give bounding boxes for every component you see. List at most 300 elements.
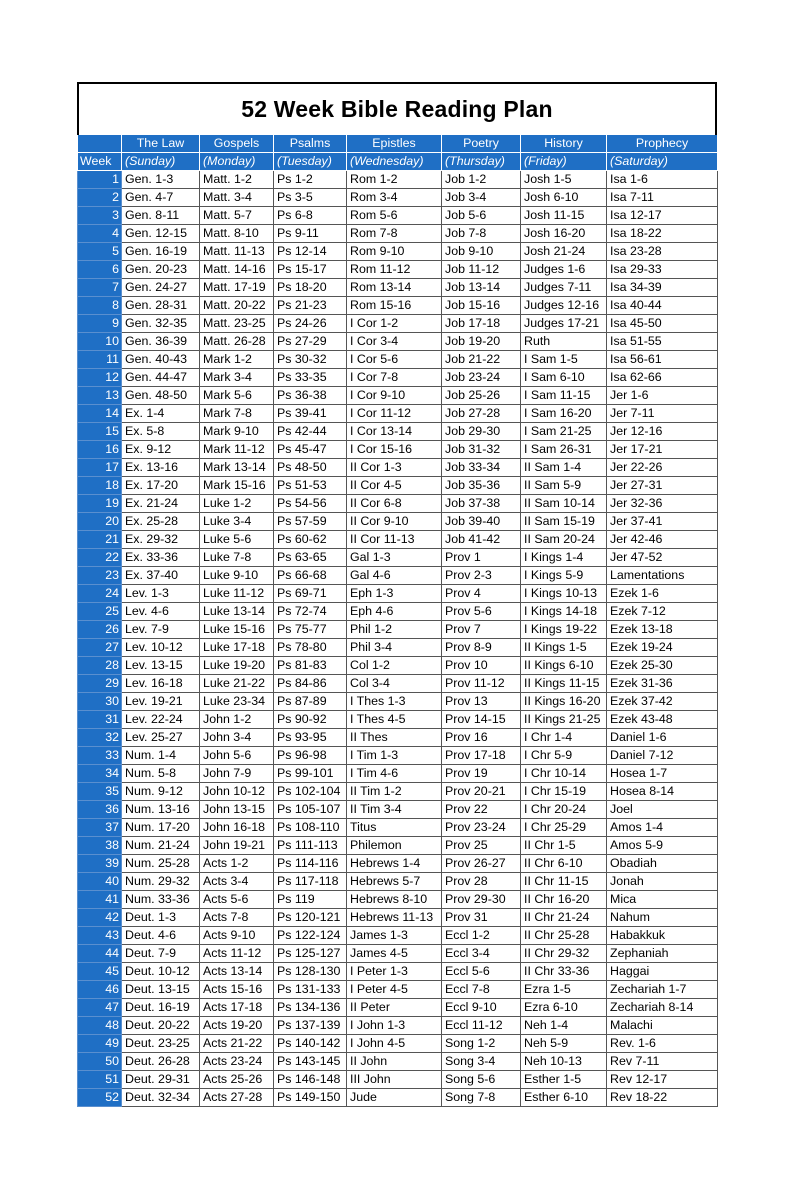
table-row bbox=[78, 1089, 718, 1107]
reading-cell: Esther 6-10 bbox=[521, 1089, 607, 1107]
reading-cell: Prov 22 bbox=[442, 801, 521, 819]
table-row bbox=[78, 423, 718, 441]
table-row bbox=[78, 1035, 718, 1053]
reading-cell: Neh 1-4 bbox=[521, 1017, 607, 1035]
reading-cell: Deut. 20-22 bbox=[122, 1017, 200, 1035]
week-number-cell: 13 bbox=[78, 387, 122, 405]
table-row bbox=[78, 639, 718, 657]
reading-cell: Acts 1-2 bbox=[200, 855, 274, 873]
reading-cell: Lev. 7-9 bbox=[122, 621, 200, 639]
reading-cell: I Kings 5-9 bbox=[521, 567, 607, 585]
week-number-cell: 28 bbox=[78, 657, 122, 675]
week-number-cell: 38 bbox=[78, 837, 122, 855]
reading-cell: Rev 18-22 bbox=[607, 1089, 718, 1107]
reading-cell: Job 41-42 bbox=[442, 531, 521, 549]
week-number-cell: 5 bbox=[78, 243, 122, 261]
reading-cell: Eccl 1-2 bbox=[442, 927, 521, 945]
reading-cell: Rev. 1-6 bbox=[607, 1035, 718, 1053]
reading-cell: Gen. 48-50 bbox=[122, 387, 200, 405]
reading-cell: Num. 25-28 bbox=[122, 855, 200, 873]
reading-cell: Prov 10 bbox=[442, 657, 521, 675]
column-day: (Saturday) bbox=[607, 153, 718, 171]
category-header-row bbox=[78, 135, 718, 153]
week-number-cell: 22 bbox=[78, 549, 122, 567]
reading-cell: Rom 5-6 bbox=[347, 207, 442, 225]
week-number-cell: 41 bbox=[78, 891, 122, 909]
reading-cell: Nahum bbox=[607, 909, 718, 927]
reading-cell: Prov 13 bbox=[442, 693, 521, 711]
reading-cell: Jer 12-16 bbox=[607, 423, 718, 441]
reading-cell: Ps 24-26 bbox=[274, 315, 347, 333]
reading-cell: Matt. 20-22 bbox=[200, 297, 274, 315]
column-category: Epistles bbox=[347, 135, 442, 153]
week-number-cell: 40 bbox=[78, 873, 122, 891]
reading-cell: Josh 6-10 bbox=[521, 189, 607, 207]
reading-cell: Ps 39-41 bbox=[274, 405, 347, 423]
reading-cell: I Cor 1-2 bbox=[347, 315, 442, 333]
reading-cell: Ezek 13-18 bbox=[607, 621, 718, 639]
reading-cell: Matt. 17-19 bbox=[200, 279, 274, 297]
reading-cell: Ps 30-32 bbox=[274, 351, 347, 369]
reading-cell: Ezek 19-24 bbox=[607, 639, 718, 657]
reading-cell: II Kings 1-5 bbox=[521, 639, 607, 657]
column-category: Poetry bbox=[442, 135, 521, 153]
reading-cell: John 1-2 bbox=[200, 711, 274, 729]
reading-cell: Jer 47-52 bbox=[607, 549, 718, 567]
week-number-cell: 30 bbox=[78, 693, 122, 711]
reading-cell: II Chr 33-36 bbox=[521, 963, 607, 981]
week-number-cell: 52 bbox=[78, 1089, 122, 1107]
reading-cell: Ezra 1-5 bbox=[521, 981, 607, 999]
day-header-row bbox=[78, 153, 718, 171]
table-row bbox=[78, 549, 718, 567]
reading-cell: Haggai bbox=[607, 963, 718, 981]
reading-cell: I Kings 19-22 bbox=[521, 621, 607, 639]
reading-cell: Prov 23-24 bbox=[442, 819, 521, 837]
reading-cell: Prov 19 bbox=[442, 765, 521, 783]
reading-cell: II Chr 16-20 bbox=[521, 891, 607, 909]
week-number-cell: 24 bbox=[78, 585, 122, 603]
reading-cell: Job 1-2 bbox=[442, 171, 521, 189]
reading-cell: Daniel 7-12 bbox=[607, 747, 718, 765]
reading-cell: Job 13-14 bbox=[442, 279, 521, 297]
week-number-cell: 20 bbox=[78, 513, 122, 531]
reading-cell: Mica bbox=[607, 891, 718, 909]
reading-cell: Job 35-36 bbox=[442, 477, 521, 495]
reading-cell: Ps 75-77 bbox=[274, 621, 347, 639]
reading-cell: Ezek 1-6 bbox=[607, 585, 718, 603]
week-number-cell: 27 bbox=[78, 639, 122, 657]
reading-cell: Neh 10-13 bbox=[521, 1053, 607, 1071]
table-row bbox=[78, 333, 718, 351]
reading-cell: Luke 21-22 bbox=[200, 675, 274, 693]
reading-cell: II Chr 11-15 bbox=[521, 873, 607, 891]
reading-cell: I Chr 25-29 bbox=[521, 819, 607, 837]
reading-cell: II Chr 1-5 bbox=[521, 837, 607, 855]
table-row bbox=[78, 747, 718, 765]
reading-cell: Jer 7-11 bbox=[607, 405, 718, 423]
column-category: The Law bbox=[122, 135, 200, 153]
reading-cell: Ps 42-44 bbox=[274, 423, 347, 441]
reading-cell: Job 21-22 bbox=[442, 351, 521, 369]
reading-cell: Rev 12-17 bbox=[607, 1071, 718, 1089]
reading-cell: Judges 17-21 bbox=[521, 315, 607, 333]
reading-cell: Rev 7-11 bbox=[607, 1053, 718, 1071]
reading-cell: Matt. 8-10 bbox=[200, 225, 274, 243]
reading-cell: Ps 78-80 bbox=[274, 639, 347, 657]
reading-cell: Ps 1-2 bbox=[274, 171, 347, 189]
reading-cell: John 5-6 bbox=[200, 747, 274, 765]
reading-cell: Judges 12-16 bbox=[521, 297, 607, 315]
reading-cell: Jer 22-26 bbox=[607, 459, 718, 477]
table-row bbox=[78, 441, 718, 459]
reading-cell: Col 1-2 bbox=[347, 657, 442, 675]
table-row bbox=[78, 315, 718, 333]
reading-cell: Ps 72-74 bbox=[274, 603, 347, 621]
reading-cell: Jer 32-36 bbox=[607, 495, 718, 513]
reading-cell: Gen. 12-15 bbox=[122, 225, 200, 243]
reading-cell: Rom 7-8 bbox=[347, 225, 442, 243]
reading-cell: Num. 33-36 bbox=[122, 891, 200, 909]
reading-cell: I Cor 9-10 bbox=[347, 387, 442, 405]
reading-cell: Gen. 24-27 bbox=[122, 279, 200, 297]
table-row bbox=[78, 819, 718, 837]
reading-cell: Judges 7-11 bbox=[521, 279, 607, 297]
week-number-cell: 48 bbox=[78, 1017, 122, 1035]
reading-cell: Ex. 21-24 bbox=[122, 495, 200, 513]
reading-cell: II Chr 6-10 bbox=[521, 855, 607, 873]
reading-cell: Ezek 43-48 bbox=[607, 711, 718, 729]
reading-cell: Hosea 8-14 bbox=[607, 783, 718, 801]
reading-cell: Deut. 13-15 bbox=[122, 981, 200, 999]
reading-cell: Esther 1-5 bbox=[521, 1071, 607, 1089]
table-row bbox=[78, 873, 718, 891]
week-number-cell: 29 bbox=[78, 675, 122, 693]
table-header bbox=[78, 135, 718, 171]
table-row bbox=[78, 207, 718, 225]
reading-cell: Job 31-32 bbox=[442, 441, 521, 459]
reading-cell: Acts 27-28 bbox=[200, 1089, 274, 1107]
reading-cell: Job 9-10 bbox=[442, 243, 521, 261]
week-number-cell: 42 bbox=[78, 909, 122, 927]
week-number-cell: 39 bbox=[78, 855, 122, 873]
reading-cell: I Cor 3-4 bbox=[347, 333, 442, 351]
reading-cell: Job 37-38 bbox=[442, 495, 521, 513]
reading-cell: Isa 51-55 bbox=[607, 333, 718, 351]
reading-cell: I Sam 21-25 bbox=[521, 423, 607, 441]
week-number-cell: 51 bbox=[78, 1071, 122, 1089]
table-row bbox=[78, 405, 718, 423]
reading-cell: Song 5-6 bbox=[442, 1071, 521, 1089]
reading-cell: II John bbox=[347, 1053, 442, 1071]
reading-cell: Deut. 4-6 bbox=[122, 927, 200, 945]
reading-cell: I Chr 20-24 bbox=[521, 801, 607, 819]
reading-cell: Gen. 20-23 bbox=[122, 261, 200, 279]
table-row bbox=[78, 351, 718, 369]
column-category: Gospels bbox=[200, 135, 274, 153]
reading-cell: Luke 17-18 bbox=[200, 639, 274, 657]
week-number-cell: 15 bbox=[78, 423, 122, 441]
table-row bbox=[78, 567, 718, 585]
reading-cell: Ps 3-5 bbox=[274, 189, 347, 207]
reading-cell: Josh 1-5 bbox=[521, 171, 607, 189]
week-number-cell: 26 bbox=[78, 621, 122, 639]
reading-cell: Neh 5-9 bbox=[521, 1035, 607, 1053]
reading-cell: Isa 34-39 bbox=[607, 279, 718, 297]
reading-cell: Ps 87-89 bbox=[274, 693, 347, 711]
reading-cell: Matt. 3-4 bbox=[200, 189, 274, 207]
reading-cell: Job 15-16 bbox=[442, 297, 521, 315]
reading-cell: Mark 3-4 bbox=[200, 369, 274, 387]
reading-cell: Rom 3-4 bbox=[347, 189, 442, 207]
table-row bbox=[78, 279, 718, 297]
reading-cell: II Cor 9-10 bbox=[347, 513, 442, 531]
reading-cell: Ps 45-47 bbox=[274, 441, 347, 459]
reading-cell: Acts 3-4 bbox=[200, 873, 274, 891]
reading-cell: Mark 15-16 bbox=[200, 477, 274, 495]
reading-cell: Deut. 26-28 bbox=[122, 1053, 200, 1071]
table-row bbox=[78, 585, 718, 603]
reading-cell: Prov 25 bbox=[442, 837, 521, 855]
reading-cell: Col 3-4 bbox=[347, 675, 442, 693]
reading-cell: Ps 140-142 bbox=[274, 1035, 347, 1053]
reading-cell: Ps 122-124 bbox=[274, 927, 347, 945]
week-number-cell: 6 bbox=[78, 261, 122, 279]
table-row bbox=[78, 261, 718, 279]
reading-cell: Job 25-26 bbox=[442, 387, 521, 405]
reading-cell: Lev. 16-18 bbox=[122, 675, 200, 693]
reading-cell: Matt. 26-28 bbox=[200, 333, 274, 351]
week-number-cell: 14 bbox=[78, 405, 122, 423]
reading-cell: Job 7-8 bbox=[442, 225, 521, 243]
reading-cell: Hebrews 8-10 bbox=[347, 891, 442, 909]
reading-cell: Luke 15-16 bbox=[200, 621, 274, 639]
reading-cell: Prov 31 bbox=[442, 909, 521, 927]
reading-cell: Num. 1-4 bbox=[122, 747, 200, 765]
reading-cell: Job 39-40 bbox=[442, 513, 521, 531]
reading-cell: Lev. 10-12 bbox=[122, 639, 200, 657]
reading-cell: I Thes 1-3 bbox=[347, 693, 442, 711]
reading-cell: II Tim 1-2 bbox=[347, 783, 442, 801]
reading-cell: Isa 18-22 bbox=[607, 225, 718, 243]
reading-cell: Habakkuk bbox=[607, 927, 718, 945]
reading-cell: Matt. 11-13 bbox=[200, 243, 274, 261]
reading-cell: Ex. 1-4 bbox=[122, 405, 200, 423]
reading-cell: I Thes 4-5 bbox=[347, 711, 442, 729]
reading-cell: Ps 102-104 bbox=[274, 783, 347, 801]
reading-cell: Acts 25-26 bbox=[200, 1071, 274, 1089]
week-number-cell: 33 bbox=[78, 747, 122, 765]
table-row bbox=[78, 387, 718, 405]
reading-cell: Eccl 3-4 bbox=[442, 945, 521, 963]
week-number-cell: 17 bbox=[78, 459, 122, 477]
table-row bbox=[78, 243, 718, 261]
reading-cell: John 7-9 bbox=[200, 765, 274, 783]
reading-cell: Jonah bbox=[607, 873, 718, 891]
table-row bbox=[78, 225, 718, 243]
table-row bbox=[78, 999, 718, 1017]
week-number-cell: 46 bbox=[78, 981, 122, 999]
week-number-cell: 12 bbox=[78, 369, 122, 387]
table-row bbox=[78, 837, 718, 855]
reading-cell: Luke 11-12 bbox=[200, 585, 274, 603]
reading-cell: Ps 18-20 bbox=[274, 279, 347, 297]
table-row bbox=[78, 945, 718, 963]
reading-cell: Mark 13-14 bbox=[200, 459, 274, 477]
reading-cell: Lev. 1-3 bbox=[122, 585, 200, 603]
week-category-cell bbox=[78, 135, 122, 153]
reading-cell: Ex. 25-28 bbox=[122, 513, 200, 531]
week-number-cell: 50 bbox=[78, 1053, 122, 1071]
week-number-cell: 2 bbox=[78, 189, 122, 207]
reading-cell: I Chr 1-4 bbox=[521, 729, 607, 747]
reading-cell: Acts 15-16 bbox=[200, 981, 274, 999]
week-number-cell: 36 bbox=[78, 801, 122, 819]
reading-cell: Acts 17-18 bbox=[200, 999, 274, 1017]
reading-cell: Prov 2-3 bbox=[442, 567, 521, 585]
week-number-cell: 32 bbox=[78, 729, 122, 747]
reading-cell: Ps 128-130 bbox=[274, 963, 347, 981]
reading-cell: Ps 6-8 bbox=[274, 207, 347, 225]
reading-cell: Gen. 4-7 bbox=[122, 189, 200, 207]
reading-cell: Ezek 31-36 bbox=[607, 675, 718, 693]
table-row bbox=[78, 189, 718, 207]
reading-cell: Ezra 6-10 bbox=[521, 999, 607, 1017]
reading-cell: Ps 149-150 bbox=[274, 1089, 347, 1107]
reading-cell: Matt. 23-25 bbox=[200, 315, 274, 333]
reading-cell: Titus bbox=[347, 819, 442, 837]
reading-cell: Job 17-18 bbox=[442, 315, 521, 333]
reading-cell: John 16-18 bbox=[200, 819, 274, 837]
reading-cell: Lev. 4-6 bbox=[122, 603, 200, 621]
reading-cell: Song 7-8 bbox=[442, 1089, 521, 1107]
table-row bbox=[78, 297, 718, 315]
reading-cell: Rom 13-14 bbox=[347, 279, 442, 297]
reading-cell: Ps 99-101 bbox=[274, 765, 347, 783]
reading-cell: Isa 7-11 bbox=[607, 189, 718, 207]
week-number-cell: 7 bbox=[78, 279, 122, 297]
week-number-cell: 1 bbox=[78, 171, 122, 189]
reading-plan-sheet bbox=[77, 82, 717, 1107]
reading-cell: Ps 33-35 bbox=[274, 369, 347, 387]
reading-cell: Hebrews 11-13 bbox=[347, 909, 442, 927]
reading-cell: Gen. 36-39 bbox=[122, 333, 200, 351]
reading-cell: Ps 90-92 bbox=[274, 711, 347, 729]
reading-cell: Gen. 16-19 bbox=[122, 243, 200, 261]
table-row bbox=[78, 981, 718, 999]
reading-cell: I Kings 1-4 bbox=[521, 549, 607, 567]
week-number-cell: 8 bbox=[78, 297, 122, 315]
reading-cell: II Peter bbox=[347, 999, 442, 1017]
reading-cell: Acts 21-22 bbox=[200, 1035, 274, 1053]
reading-cell: Num. 9-12 bbox=[122, 783, 200, 801]
reading-cell: Jer 37-41 bbox=[607, 513, 718, 531]
table-row bbox=[78, 963, 718, 981]
reading-cell: Acts 23-24 bbox=[200, 1053, 274, 1071]
reading-cell: Isa 40-44 bbox=[607, 297, 718, 315]
reading-cell: I Chr 5-9 bbox=[521, 747, 607, 765]
reading-cell: II Cor 1-3 bbox=[347, 459, 442, 477]
reading-cell: Isa 23-28 bbox=[607, 243, 718, 261]
reading-cell: Ps 131-133 bbox=[274, 981, 347, 999]
reading-cell: Josh 21-24 bbox=[521, 243, 607, 261]
reading-cell: II Sam 5-9 bbox=[521, 477, 607, 495]
reading-cell: Ps 125-127 bbox=[274, 945, 347, 963]
column-category: History bbox=[521, 135, 607, 153]
reading-cell: Prov 7 bbox=[442, 621, 521, 639]
table-row bbox=[78, 531, 718, 549]
week-number-cell: 23 bbox=[78, 567, 122, 585]
column-day: (Monday) bbox=[200, 153, 274, 171]
reading-cell: II Kings 11-15 bbox=[521, 675, 607, 693]
week-number-cell: 35 bbox=[78, 783, 122, 801]
reading-cell: Gen. 44-47 bbox=[122, 369, 200, 387]
reading-cell: Phil 1-2 bbox=[347, 621, 442, 639]
table-row bbox=[78, 855, 718, 873]
reading-cell: Prov 5-6 bbox=[442, 603, 521, 621]
reading-cell: Job 5-6 bbox=[442, 207, 521, 225]
week-number-cell: 44 bbox=[78, 945, 122, 963]
reading-cell: Mark 1-2 bbox=[200, 351, 274, 369]
reading-cell: Ps 134-136 bbox=[274, 999, 347, 1017]
reading-cell: Isa 29-33 bbox=[607, 261, 718, 279]
reading-cell: I Sam 26-31 bbox=[521, 441, 607, 459]
reading-cell: John 13-15 bbox=[200, 801, 274, 819]
reading-cell: Jer 42-46 bbox=[607, 531, 718, 549]
week-number-cell: 25 bbox=[78, 603, 122, 621]
table-row bbox=[78, 657, 718, 675]
reading-cell: Prov 29-30 bbox=[442, 891, 521, 909]
reading-cell: James 1-3 bbox=[347, 927, 442, 945]
reading-cell: I Tim 4-6 bbox=[347, 765, 442, 783]
reading-cell: Prov 8-9 bbox=[442, 639, 521, 657]
reading-cell: Num. 29-32 bbox=[122, 873, 200, 891]
reading-cell: Luke 1-2 bbox=[200, 495, 274, 513]
reading-cell: I Sam 11-15 bbox=[521, 387, 607, 405]
reading-cell: Luke 23-34 bbox=[200, 693, 274, 711]
table-row bbox=[78, 909, 718, 927]
reading-cell: Eph 4-6 bbox=[347, 603, 442, 621]
table-row bbox=[78, 171, 718, 189]
table-row bbox=[78, 693, 718, 711]
reading-cell: II Kings 6-10 bbox=[521, 657, 607, 675]
reading-cell: Ps 51-53 bbox=[274, 477, 347, 495]
reading-cell: Num. 5-8 bbox=[122, 765, 200, 783]
reading-cell: Ps 9-11 bbox=[274, 225, 347, 243]
reading-cell: Ruth bbox=[521, 333, 607, 351]
reading-cell: I Sam 6-10 bbox=[521, 369, 607, 387]
reading-cell: Josh 11-15 bbox=[521, 207, 607, 225]
reading-cell: Prov 1 bbox=[442, 549, 521, 567]
reading-cell: Zechariah 1-7 bbox=[607, 981, 718, 999]
reading-cell: Ps 111-113 bbox=[274, 837, 347, 855]
reading-cell: Deut. 16-19 bbox=[122, 999, 200, 1017]
reading-cell: Malachi bbox=[607, 1017, 718, 1035]
reading-cell: Deut. 32-34 bbox=[122, 1089, 200, 1107]
reading-cell: Prov 17-18 bbox=[442, 747, 521, 765]
reading-cell: Deut. 10-12 bbox=[122, 963, 200, 981]
table-row bbox=[78, 1053, 718, 1071]
reading-cell: Jer 27-31 bbox=[607, 477, 718, 495]
reading-cell: Gen. 32-35 bbox=[122, 315, 200, 333]
table-row bbox=[78, 621, 718, 639]
reading-cell: Acts 9-10 bbox=[200, 927, 274, 945]
reading-cell: I Kings 14-18 bbox=[521, 603, 607, 621]
reading-cell: Eccl 5-6 bbox=[442, 963, 521, 981]
reading-cell: Matt. 1-2 bbox=[200, 171, 274, 189]
reading-cell: Rom 11-12 bbox=[347, 261, 442, 279]
reading-cell: Gal 4-6 bbox=[347, 567, 442, 585]
